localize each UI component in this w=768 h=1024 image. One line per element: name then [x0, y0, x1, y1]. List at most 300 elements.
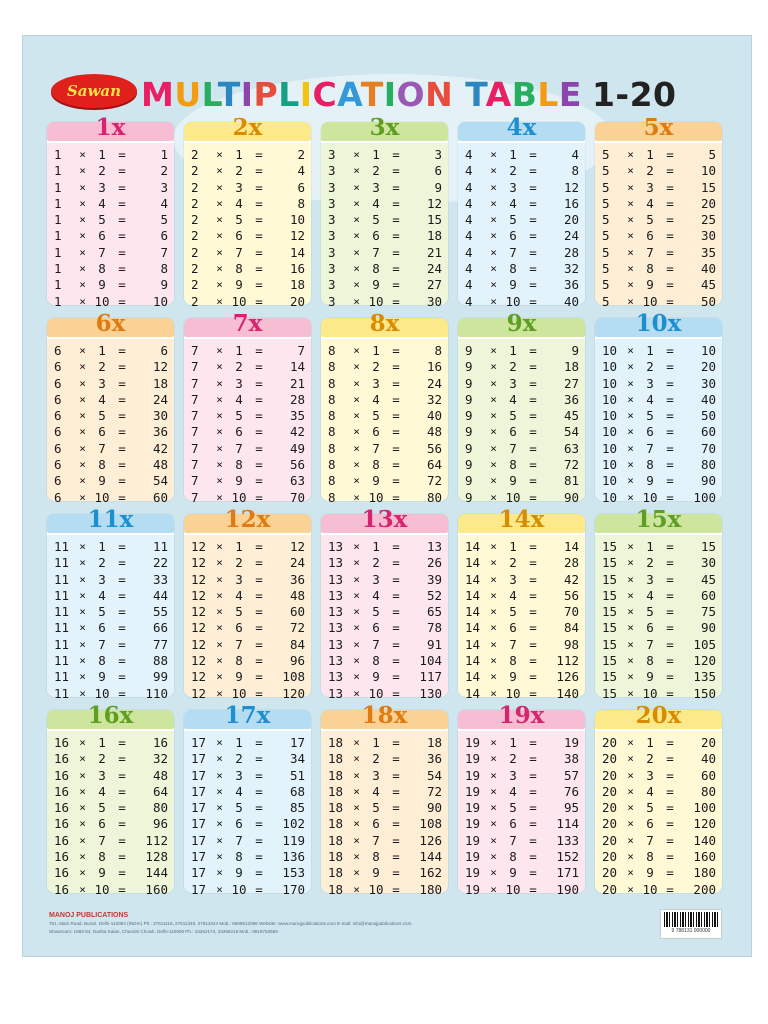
row-op: × [627, 605, 634, 619]
table-18x [321, 702, 448, 897]
table-row [602, 669, 716, 685]
row-n1: 12 [191, 604, 207, 620]
table-row [602, 245, 716, 261]
table-row [602, 392, 716, 408]
row-n2: 1 [509, 735, 517, 750]
row-op: × [353, 637, 360, 651]
row-op: × [490, 164, 497, 178]
row-op: × [79, 278, 86, 292]
row-res: 72 [426, 473, 442, 489]
row-op: × [353, 392, 360, 406]
row-eq: = [255, 783, 263, 799]
row-n2: 1 [98, 343, 106, 358]
row-n1: 18 [328, 881, 344, 897]
row-op: × [216, 409, 223, 423]
row-n1: 17 [191, 865, 207, 881]
row-res: 114 [556, 816, 579, 832]
row-op: × [353, 262, 360, 276]
row-res: 18 [426, 228, 442, 244]
row-op: × [216, 556, 223, 570]
row-n1: 17 [191, 767, 207, 783]
row-op: × [627, 474, 634, 488]
row-res: 90 [563, 489, 579, 505]
row-n2: 5 [509, 408, 517, 424]
row-n2: 1 [372, 735, 380, 750]
row-eq: = [118, 685, 126, 701]
table-14x [458, 506, 585, 701]
table-row [191, 473, 305, 489]
row-eq: = [118, 669, 126, 685]
row-eq: = [666, 571, 674, 587]
row-res: 60 [289, 604, 305, 620]
row-n2: 10 [505, 881, 521, 897]
row-n1: 4 [465, 195, 473, 211]
row-eq: = [255, 669, 263, 685]
table-row [191, 555, 305, 571]
table-row [602, 457, 716, 473]
row-op: × [79, 376, 86, 390]
row-res: 32 [426, 391, 442, 407]
row-res: 8 [160, 261, 168, 277]
table-row [54, 212, 168, 228]
row-n2: 6 [372, 816, 380, 832]
row-eq: = [255, 489, 263, 505]
row-res: 108 [282, 669, 305, 685]
row-n1: 3 [328, 261, 336, 277]
table-label: 8x [369, 310, 400, 337]
row-op: × [627, 148, 634, 161]
row-n1: 13 [328, 571, 344, 587]
row-eq: = [255, 751, 263, 767]
table-row [191, 833, 305, 849]
table-row [602, 424, 716, 440]
row-res: 24 [426, 261, 442, 277]
row-n1: 8 [328, 359, 336, 375]
table-row [191, 669, 305, 685]
row-eq: = [118, 473, 126, 489]
row-eq: = [529, 669, 537, 685]
row-n1: 7 [191, 457, 199, 473]
row-eq: = [255, 163, 263, 179]
table-row [191, 343, 305, 359]
row-n1: 19 [465, 849, 481, 865]
row-n1: 6 [54, 408, 62, 424]
row-res: 42 [563, 571, 579, 587]
row-op: × [353, 278, 360, 292]
row-n2: 5 [646, 800, 654, 816]
row-eq: = [529, 147, 537, 162]
row-eq: = [666, 212, 674, 228]
tables-grid [47, 114, 731, 897]
table-label: 1x [95, 114, 126, 141]
row-op: × [490, 556, 497, 570]
row-n2: 6 [235, 228, 243, 244]
row-eq: = [255, 571, 263, 587]
row-n2: 10 [231, 685, 247, 701]
table-row [191, 800, 305, 816]
row-op: × [353, 425, 360, 439]
row-res: 4 [160, 195, 168, 211]
table-row [602, 376, 716, 392]
table-row [465, 849, 579, 865]
row-eq: = [392, 539, 400, 554]
row-n2: 5 [372, 212, 380, 228]
row-n1: 4 [465, 179, 473, 195]
row-n2: 6 [372, 228, 380, 244]
row-res: 60 [700, 424, 716, 440]
barcode [660, 909, 722, 939]
row-n1: 10 [602, 375, 618, 391]
row-n2: 2 [509, 751, 517, 767]
row-res: 24 [563, 228, 579, 244]
row-res: 64 [152, 783, 168, 799]
row-op: × [79, 670, 86, 684]
table-rows [54, 735, 168, 898]
row-n1: 18 [328, 865, 344, 881]
table-row [328, 424, 442, 440]
row-res: 153 [282, 865, 305, 881]
table-row [465, 686, 579, 702]
table-row [191, 637, 305, 653]
row-n2: 10 [368, 489, 384, 505]
row-n2: 5 [372, 800, 380, 816]
row-eq: = [118, 440, 126, 456]
row-eq: = [666, 457, 674, 473]
row-n1: 6 [54, 359, 62, 375]
row-op: × [216, 768, 223, 782]
table-8x [321, 310, 448, 505]
row-op: × [353, 540, 360, 553]
row-eq: = [666, 408, 674, 424]
row-op: × [627, 425, 634, 439]
row-res: 78 [426, 620, 442, 636]
row-eq: = [666, 881, 674, 897]
row-eq: = [255, 261, 263, 277]
table-row [54, 865, 168, 881]
row-n1: 19 [465, 783, 481, 799]
row-op: × [216, 866, 223, 880]
row-op: × [490, 850, 497, 864]
row-n1: 2 [191, 179, 199, 195]
row-eq: = [118, 751, 126, 767]
table-row [191, 604, 305, 620]
table-row [602, 212, 716, 228]
row-res: 126 [556, 669, 579, 685]
row-op: × [79, 817, 86, 831]
row-n1: 9 [465, 489, 473, 505]
table-row [328, 359, 442, 375]
table-row [54, 669, 168, 685]
row-n2: 2 [509, 359, 517, 375]
row-n2: 3 [509, 571, 517, 587]
row-res: 1 [160, 147, 168, 162]
table-row [191, 359, 305, 375]
row-n2: 1 [646, 147, 654, 162]
row-op: × [216, 376, 223, 390]
table-row [602, 441, 716, 457]
row-op: × [79, 458, 86, 472]
row-res: 2 [160, 163, 168, 179]
row-res: 77 [152, 636, 168, 652]
row-op: × [353, 768, 360, 782]
row-n1: 14 [465, 555, 481, 571]
table-row [328, 228, 442, 244]
table-rows [191, 539, 305, 702]
table-row [54, 294, 168, 310]
table-row [328, 392, 442, 408]
title-letter: C [312, 74, 338, 114]
row-eq: = [118, 571, 126, 587]
row-n1: 12 [191, 685, 207, 701]
row-res: 40 [426, 408, 442, 424]
row-eq: = [392, 195, 400, 211]
row-n2: 6 [235, 424, 243, 440]
row-n2: 4 [372, 587, 380, 603]
row-eq: = [392, 343, 400, 358]
row-n1: 12 [191, 620, 207, 636]
table-label: 15x [635, 506, 682, 533]
row-op: × [79, 605, 86, 619]
barcode-bars [664, 912, 718, 927]
row-res: 136 [282, 849, 305, 865]
row-n2: 9 [372, 473, 380, 489]
row-n2: 4 [509, 195, 517, 211]
row-eq: = [392, 473, 400, 489]
row-res: 40 [700, 751, 716, 767]
table-label: 11x [87, 506, 134, 533]
row-op: × [216, 180, 223, 194]
row-n2: 5 [372, 604, 380, 620]
row-op: × [216, 344, 223, 357]
row-n2: 2 [98, 555, 106, 571]
table-row [602, 294, 716, 310]
row-res: 51 [289, 767, 305, 783]
table-row [54, 751, 168, 767]
row-eq: = [392, 636, 400, 652]
row-n1: 9 [465, 424, 473, 440]
row-res: 36 [426, 751, 442, 767]
row-eq: = [666, 179, 674, 195]
row-n2: 1 [509, 147, 517, 162]
table-row [191, 490, 305, 506]
row-n2: 3 [98, 179, 106, 195]
table-3x [321, 114, 448, 309]
row-op: × [490, 245, 497, 259]
row-res: 6 [434, 163, 442, 179]
title-letter: L [537, 74, 559, 114]
table-row [602, 735, 716, 751]
row-res: 81 [563, 473, 579, 489]
row-op: × [490, 752, 497, 766]
row-res: 48 [152, 457, 168, 473]
row-n2: 1 [98, 735, 106, 750]
row-res: 14 [289, 244, 305, 260]
row-op: × [216, 817, 223, 831]
row-n1: 14 [465, 636, 481, 652]
row-res: 120 [693, 653, 716, 669]
table-row [54, 588, 168, 604]
row-eq: = [666, 669, 674, 685]
table-rows [602, 343, 716, 506]
row-n2: 10 [368, 685, 384, 701]
table-row [465, 800, 579, 816]
row-n1: 6 [54, 343, 62, 358]
row-eq: = [255, 539, 263, 554]
row-n2: 8 [509, 653, 517, 669]
title-letter: A [485, 74, 512, 114]
table-9x [458, 310, 585, 505]
row-n1: 18 [328, 751, 344, 767]
row-n2: 4 [509, 783, 517, 799]
row-n2: 2 [98, 751, 106, 767]
row-op: × [353, 817, 360, 831]
row-n2: 8 [235, 261, 243, 277]
table-row [465, 359, 579, 375]
row-n1: 7 [191, 440, 199, 456]
row-eq: = [666, 440, 674, 456]
row-op: × [79, 245, 86, 259]
table-row [602, 833, 716, 849]
table-row [465, 572, 579, 588]
row-n1: 10 [602, 391, 618, 407]
row-eq: = [255, 179, 263, 195]
row-op: × [79, 196, 86, 210]
table-row [328, 784, 442, 800]
row-n1: 11 [54, 636, 70, 652]
row-op: × [490, 866, 497, 880]
row-res: 150 [693, 685, 716, 701]
table-6x [47, 310, 174, 505]
row-res: 70 [289, 489, 305, 505]
row-n2: 9 [509, 669, 517, 685]
row-eq: = [529, 783, 537, 799]
row-n2: 5 [646, 408, 654, 424]
row-n1: 19 [465, 881, 481, 897]
row-eq: = [118, 865, 126, 881]
row-op: × [490, 294, 497, 308]
table-row [465, 147, 579, 163]
row-res: 162 [419, 865, 442, 881]
row-n1: 4 [465, 244, 473, 260]
row-n1: 1 [54, 293, 62, 309]
row-eq: = [666, 620, 674, 636]
row-n2: 2 [646, 555, 654, 571]
row-eq: = [255, 620, 263, 636]
table-label: 10x [635, 310, 682, 337]
row-n1: 16 [54, 816, 70, 832]
row-n2: 10 [94, 489, 110, 505]
row-n1: 7 [191, 343, 199, 358]
row-res: 56 [563, 587, 579, 603]
row-n2: 7 [509, 440, 517, 456]
row-n2: 4 [98, 195, 106, 211]
row-n1: 12 [191, 539, 207, 554]
title-letter: I [240, 74, 254, 114]
row-n2: 6 [372, 620, 380, 636]
row-res: 84 [563, 620, 579, 636]
table-row [602, 359, 716, 375]
row-n2: 7 [646, 832, 654, 848]
row-op: × [490, 572, 497, 586]
row-res: 50 [700, 293, 716, 309]
row-res: 49 [289, 440, 305, 456]
row-op: × [627, 196, 634, 210]
table-rows [191, 147, 305, 310]
row-res: 14 [563, 539, 579, 554]
row-op: × [353, 344, 360, 357]
row-op: × [627, 294, 634, 308]
row-res: 80 [700, 457, 716, 473]
row-op: × [627, 180, 634, 194]
table-row [328, 376, 442, 392]
row-n1: 20 [602, 881, 618, 897]
row-res: 36 [152, 424, 168, 440]
row-eq: = [255, 555, 263, 571]
row-res: 12 [426, 195, 442, 211]
row-eq: = [392, 685, 400, 701]
publisher-name: MANOJ PUBLICATIONS [49, 912, 129, 919]
row-eq: = [529, 375, 537, 391]
row-op: × [216, 294, 223, 308]
row-res: 57 [563, 767, 579, 783]
row-n2: 3 [235, 375, 243, 391]
table-row [465, 882, 579, 898]
row-op: × [353, 588, 360, 602]
row-eq: = [666, 800, 674, 816]
table-row [191, 376, 305, 392]
row-eq: = [392, 571, 400, 587]
row-eq: = [666, 555, 674, 571]
row-eq: = [118, 457, 126, 473]
row-eq: = [666, 783, 674, 799]
row-eq: = [118, 244, 126, 260]
row-res: 112 [145, 832, 168, 848]
row-n2: 4 [235, 195, 243, 211]
row-n1: 1 [54, 228, 62, 244]
row-eq: = [255, 212, 263, 228]
row-op: × [79, 344, 86, 357]
row-n1: 2 [191, 228, 199, 244]
row-eq: = [118, 767, 126, 783]
table-row [328, 637, 442, 653]
row-eq: = [392, 244, 400, 260]
row-n1: 20 [602, 865, 618, 881]
table-row [465, 196, 579, 212]
row-n2: 6 [646, 620, 654, 636]
row-op: × [216, 490, 223, 504]
row-res: 18 [289, 277, 305, 293]
row-op: × [627, 164, 634, 178]
row-eq: = [118, 261, 126, 277]
table-label: 6x [95, 310, 126, 337]
row-eq: = [529, 816, 537, 832]
row-eq: = [529, 587, 537, 603]
row-eq: = [392, 783, 400, 799]
row-n1: 3 [328, 179, 336, 195]
table-row [602, 637, 716, 653]
table-row [54, 620, 168, 636]
row-n1: 14 [465, 669, 481, 685]
row-n2: 4 [235, 587, 243, 603]
row-op: × [216, 164, 223, 178]
row-n2: 8 [646, 653, 654, 669]
table-row [465, 669, 579, 685]
row-n2: 3 [646, 179, 654, 195]
table-12x [184, 506, 311, 701]
table-row [602, 588, 716, 604]
row-res: 105 [693, 636, 716, 652]
row-n2: 9 [235, 277, 243, 293]
